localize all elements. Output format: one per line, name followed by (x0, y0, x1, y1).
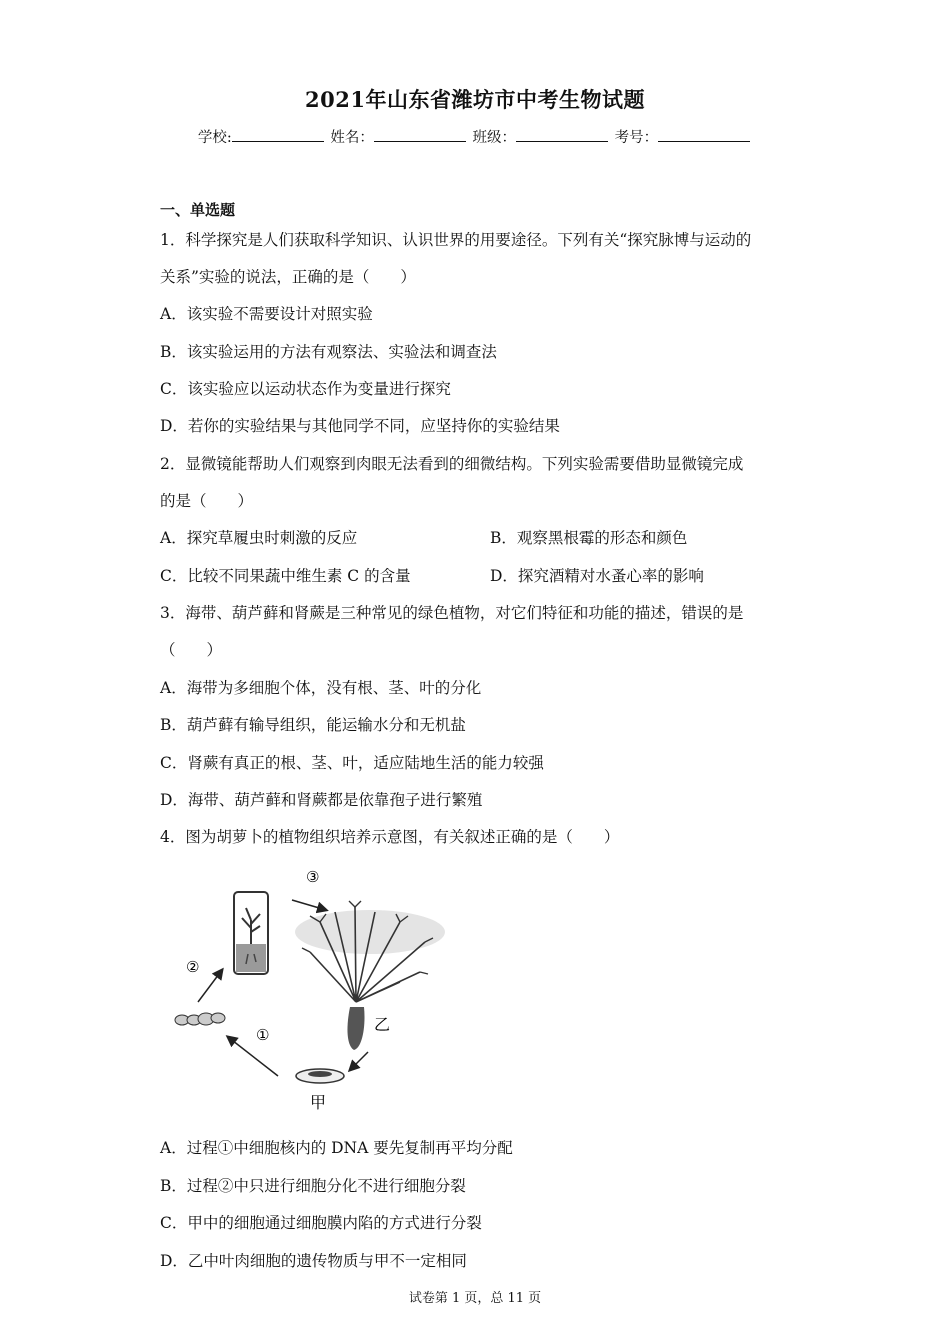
label-2: ② (186, 958, 200, 976)
test-tube-icon (234, 892, 268, 974)
section-heading: 一、单选题 (160, 201, 236, 219)
q3-option-c: C．肾蕨有真正的根、茎、叶，适应陆地生活的能力较强 (160, 754, 544, 772)
callus-cells-icon (175, 1013, 225, 1025)
q1-stem-line1: 1．科学探究是人们获取科学知识、认识世界的用要途径。下列有关“探究脉博与运动的 (160, 231, 752, 249)
q1-option-b: B．该实验运用的方法有观察法、实验法和调查法 (160, 343, 497, 361)
school-blank[interactable] (232, 129, 324, 142)
class-blank[interactable] (516, 129, 608, 142)
q2-option-c: C．比较不同果蔬中维生素 C 的含量 (160, 567, 411, 585)
q1-option-c: C．该实验应以运动状态作为变量进行探究 (160, 380, 451, 398)
q2-stem-line1: 2．显微镜能帮助人们观察到肉眼无法看到的细微结构。下列实验需要借助显微镜完成 (160, 455, 744, 473)
student-info-row (0, 126, 950, 147)
arrow-3 (292, 900, 326, 910)
q1-option-d: D．若你的实验结果与其他同学不同，应坚持你的实验结果 (160, 417, 560, 435)
q4-option-d: D．乙中叶肉细胞的遗传物质与甲不一定相同 (160, 1252, 467, 1270)
q4-stem: 4．图为胡萝卜的植物组织培养示意图，有关叙述正确的是（ ） (160, 828, 620, 846)
label-1: ① (256, 1026, 270, 1044)
arrow-2 (198, 970, 222, 1002)
label-yi: 乙 (374, 1015, 391, 1034)
exam-number-label: 考号： (614, 130, 659, 146)
exam-number-blank[interactable] (658, 129, 750, 142)
q3-stem-line1: 3．海带、葫芦藓和肾蕨是三种常见的绿色植物，对它们特征和功能的描述，错误的是 (160, 604, 744, 622)
exam-title: 2021年山东省潍坊市中考生物试题 (305, 87, 645, 112)
name-blank[interactable] (374, 129, 466, 142)
label-jia: 甲 (310, 1093, 327, 1112)
q1-option-a: A．该实验不需要设计对照实验 (160, 305, 373, 323)
petri-dish-icon (296, 1069, 344, 1083)
q2-stem-line2: 的是（ ） (160, 492, 254, 510)
q4-option-a: A．过程①中细胞核内的 DNA 要先复制再平均分配 (160, 1139, 513, 1157)
school-label: 学校: (197, 130, 232, 146)
q3-stem-line2: （ ） (160, 641, 223, 659)
label-3: ③ (306, 868, 320, 886)
q3-option-b: B．葫芦藓有输导组织，能运输水分和无机盐 (160, 716, 466, 734)
q2-option-d: D．探究酒精对水蚤心率的影响 (490, 567, 704, 585)
q3-option-d: D．海带、葫芦藓和肾蕨都是依靠孢子进行繁殖 (160, 791, 483, 809)
arrow-1 (228, 1037, 278, 1076)
q4-option-c: C．甲中的细胞通过细胞膜内陷的方式进行分裂 (160, 1214, 482, 1232)
q2-option-a: A．探究草履虫时刺激的反应 (160, 529, 358, 547)
name-label: 姓名： (330, 130, 374, 146)
q1-stem-line2: 关系”实验的说法，正确的是（ ） (160, 268, 416, 286)
carrot-tissue-culture-figure (170, 862, 460, 1122)
q4-option-b: B．过程②中只进行细胞分化不进行细胞分裂 (160, 1177, 466, 1195)
q3-option-a: A．海带为多细胞个体，没有根、茎、叶的分化 (160, 679, 482, 697)
class-label: 班级： (472, 130, 516, 146)
carrot-plant-icon (295, 901, 445, 1050)
page-footer: 试卷第 1 页，总 11 页 (408, 1291, 542, 1306)
arrow-4 (350, 1052, 368, 1070)
q2-option-b: B．观察黑根霉的形态和颜色 (490, 529, 688, 547)
